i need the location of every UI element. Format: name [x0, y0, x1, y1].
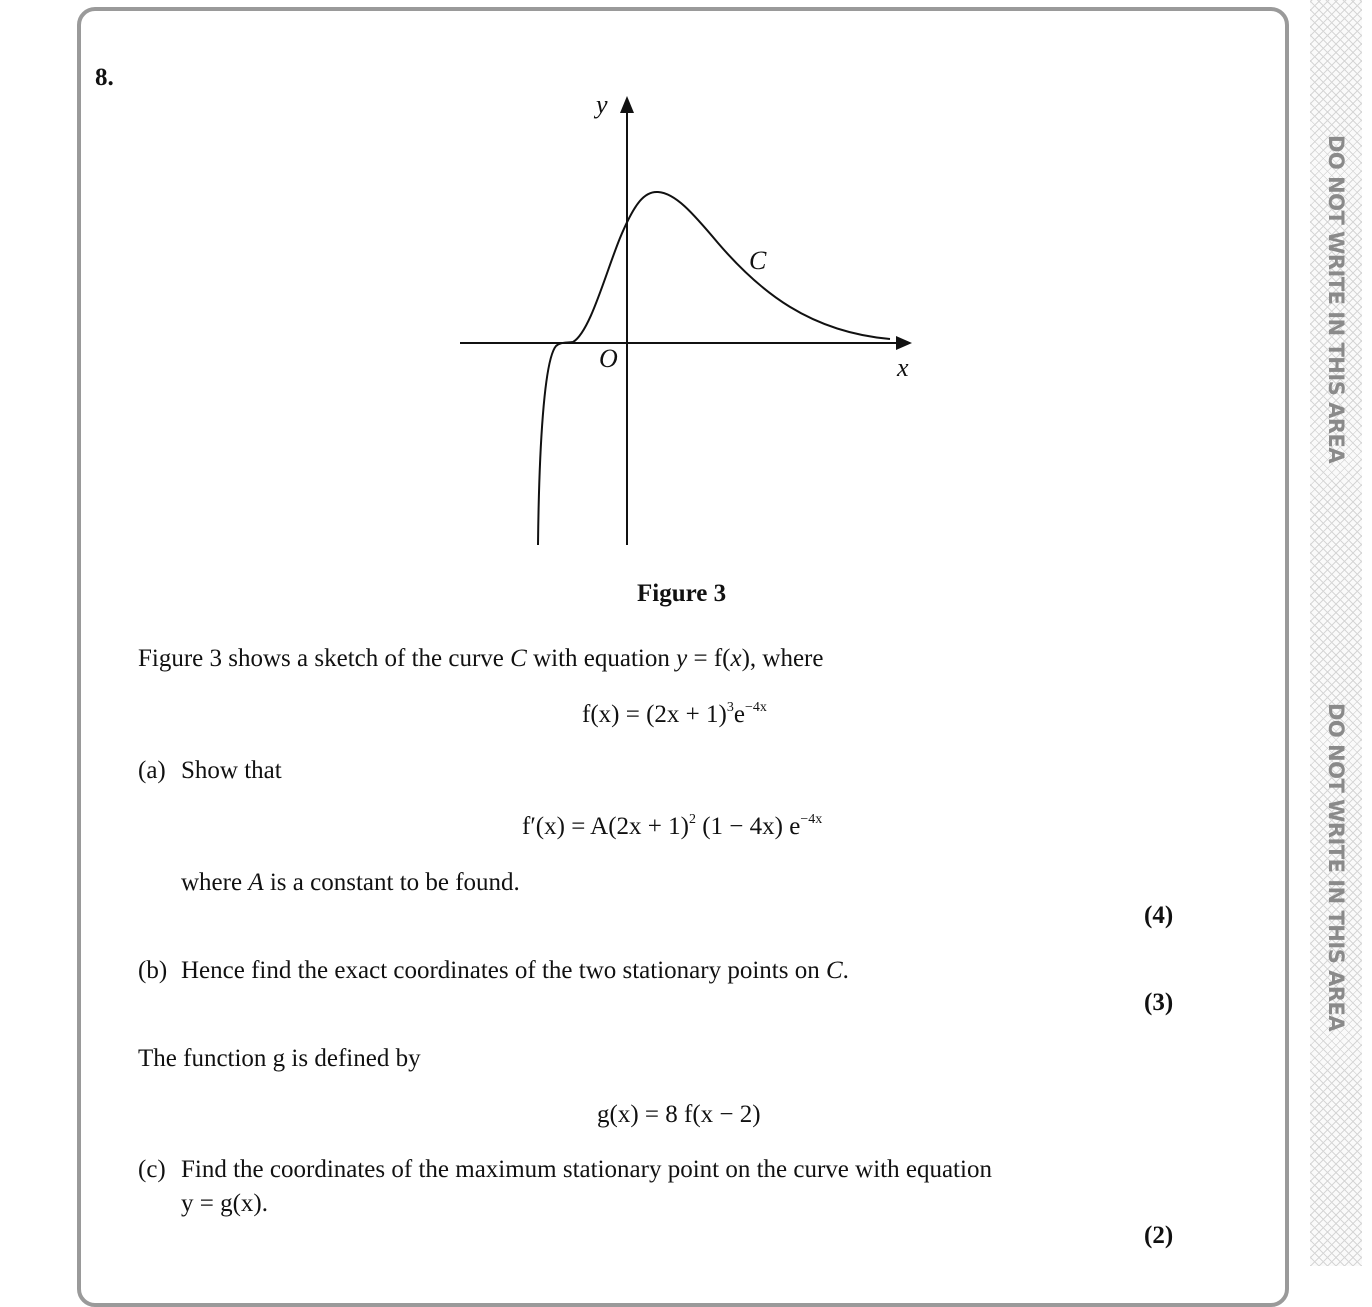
margin-warning-2: DO NOT WRITE IN THIS AREA [1324, 703, 1348, 1032]
origin-label: O [599, 344, 618, 373]
figure-caption: Figure 3 [637, 580, 727, 607]
part-b-text: Hence find the exact coordinates of the two stationary points on C. [181, 957, 849, 984]
curve-c [538, 192, 890, 545]
curve-label: C [749, 246, 767, 275]
g-intro: The function g is defined by [138, 1045, 421, 1072]
y-axis-arrow-icon [620, 96, 634, 113]
part-a-label: (a) [138, 757, 166, 784]
part-a-equation: $f'(x) = A(2x + 1)^2$ (1 − 4x) $e^{-4x}$ [522, 812, 823, 840]
part-a-text: Show that [181, 757, 282, 784]
x-axis-label: x [897, 353, 909, 382]
intro-text: Figure 3 shows a sketch of the curve C with equation y = f(x), where [138, 645, 824, 672]
part-a-marks: (4) [1144, 902, 1174, 929]
part-c-text: Find the coordinates of the maximum stationary point on the curve with equation [181, 1156, 992, 1183]
part-b-label: (b) [138, 957, 168, 984]
g-definition: g(x) = 8 f(x − 2) [597, 1101, 761, 1128]
question-number: 8. [95, 64, 114, 91]
f-definition: $f(x) = (2x + 1)^3e^{-4x}$ [582, 700, 767, 728]
part-b-marks: (3) [1144, 989, 1174, 1016]
part-c-equation: y = g(x). [181, 1190, 268, 1217]
x-axis-arrow-icon [896, 336, 912, 350]
part-c-marks: (2) [1144, 1222, 1174, 1249]
y-axis-label: y [596, 90, 608, 119]
part-a-where: where A is a constant to be found. [181, 869, 520, 896]
margin-warning-1: DO NOT WRITE IN THIS AREA [1324, 135, 1348, 464]
part-c-label: (c) [138, 1156, 166, 1183]
